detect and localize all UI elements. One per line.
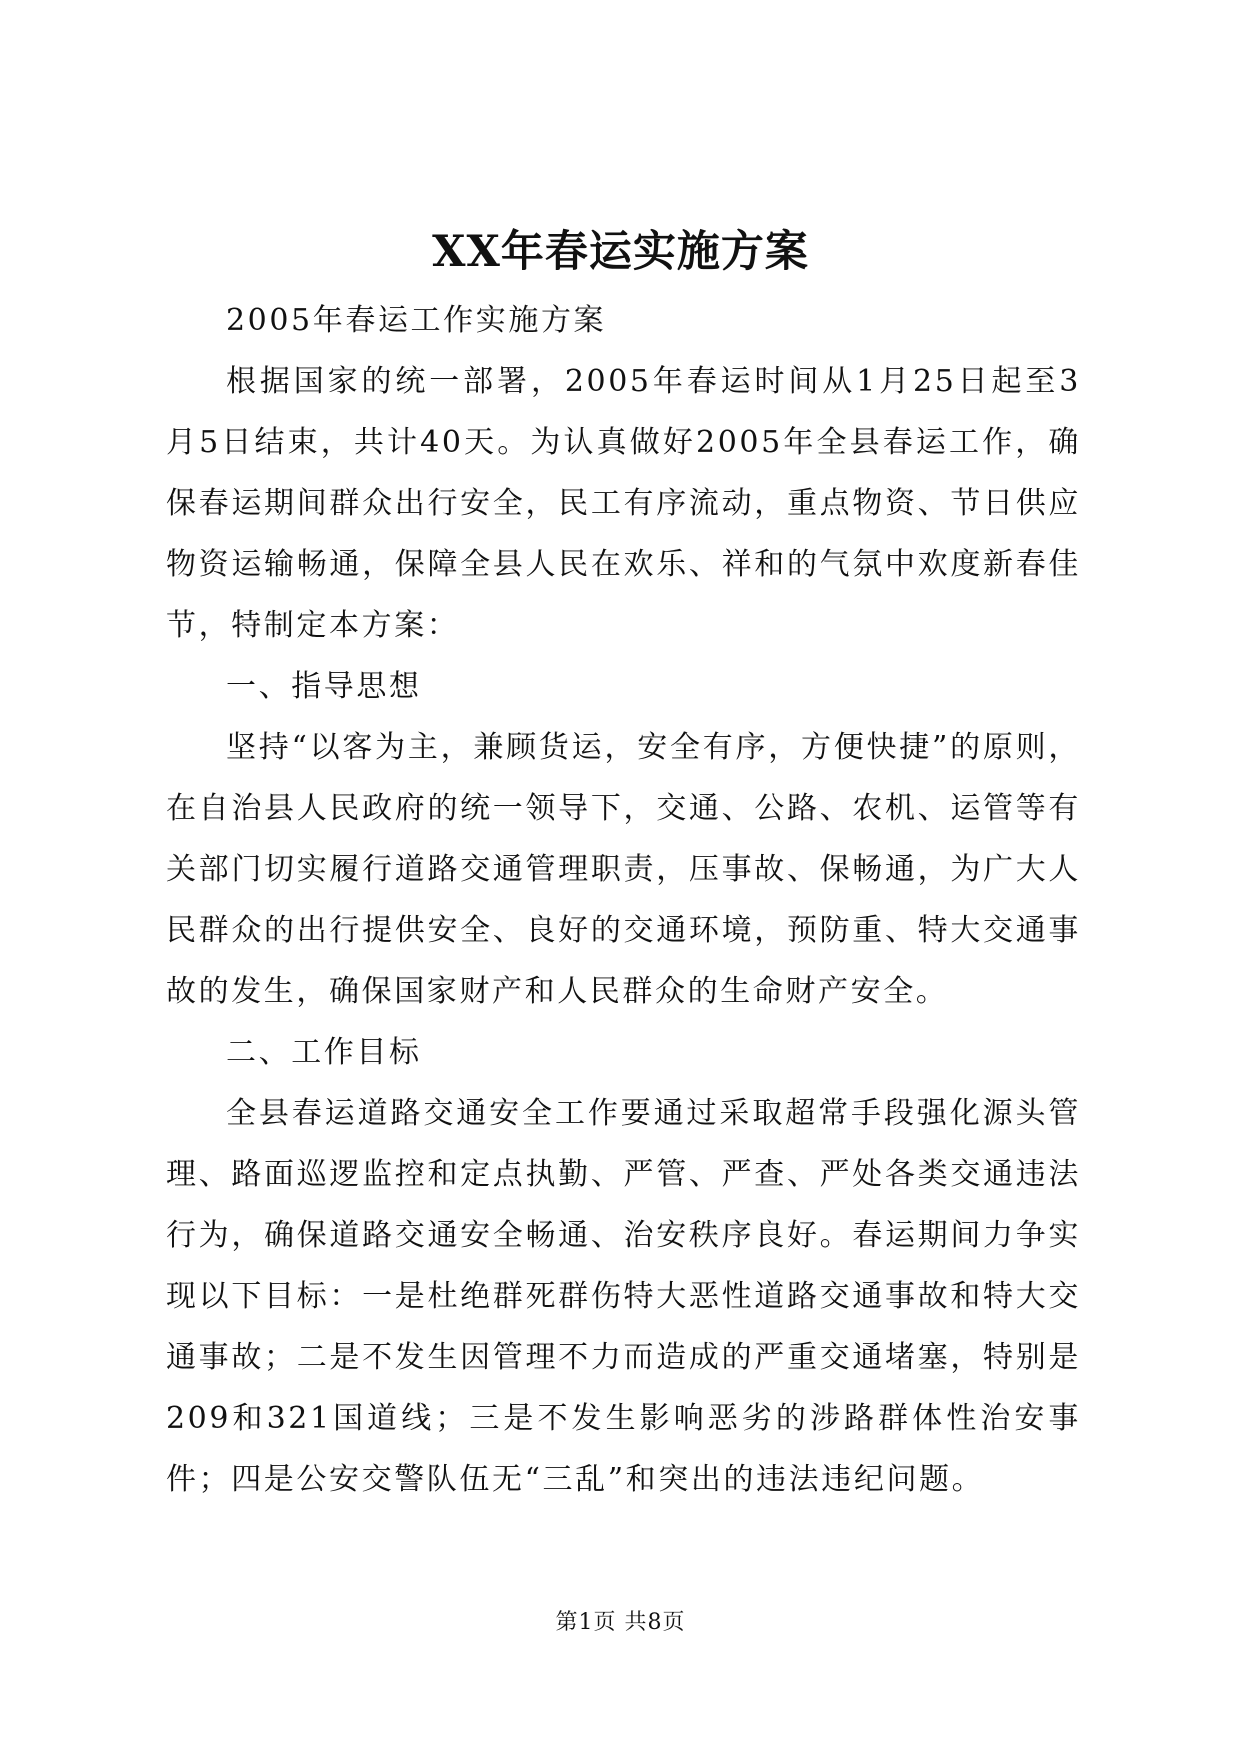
section-heading-work-goals: 二、工作目标 [226, 1035, 422, 1070]
section-heading-guiding-ideology: 一、指导思想 [226, 669, 422, 704]
intro-paragraph: 根据国家的统一部署，2005年春运时间从1月25日起至3月5日结束，共计40天。为认真做好2005年全县春运工作，确保春运期间群众出行安全，民工有序流动，重点物资、节日供应物资运输畅通，保障全县人民在欢乐、祥和的气氛中欢度新春佳节，特制定本方案： [166, 364, 1081, 643]
document-title: XX年春运实施方案 [432, 227, 809, 277]
page-number-footer: 第1页 共8页 [555, 1610, 686, 1635]
guiding-ideology-paragraph: 坚持“以客为主，兼顾货运，安全有序，方便快捷”的原则，在自治县人民政府的统一领导下，交通、公路、农机、运管等有关部门切实履行道路交通管理职责，压事故、保畅通，为广大人民群众的出行提供安全、良好的交通环境，预防重、特大交通事故的发生，确保国家财产和人民群众的生命财产安全。 [166, 730, 1081, 1009]
subtitle-paragraph: 2005年春运工作实施方案 [226, 303, 607, 338]
work-goals-paragraph: 全县春运道路交通安全工作要通过采取超常手段强化源头管理、路面巡逻监控和定点执勤、严管、严查、严处各类交通违法行为，确保道路交通安全畅通、治安秩序良好。春运期间力争实现以下目标：一是杜绝群死群伤特大恶性道路交通事故和特大交通事故；二是不发生因管理不力而造成的严重交通堵塞，特别是209和321国道线；三是不发生影响恶劣的涉路群体性治安事件；四是公安交警队伍无“三乱”和突出的违法违纪问题。 [166, 1096, 1081, 1497]
document-body [166, 290, 1081, 1510]
